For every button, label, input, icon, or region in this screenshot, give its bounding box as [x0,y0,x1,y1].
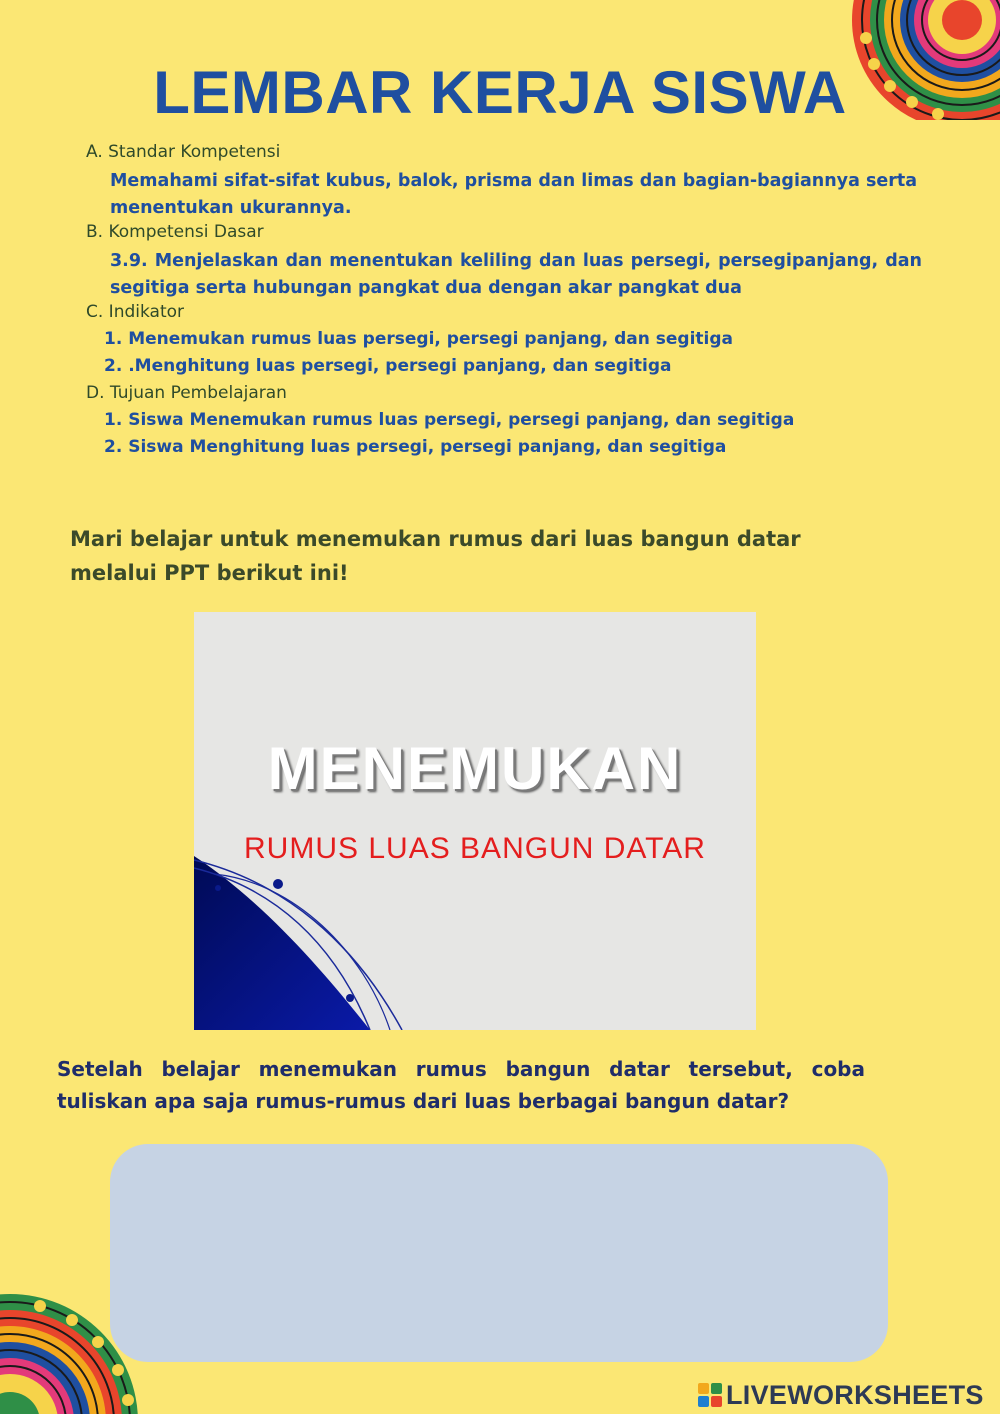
brand-label: LIVEWORKSHEETS [726,1379,984,1410]
section-a-body: Memahami sifat-sifat kubus, balok, prisma dan limas dan bagian-bagiannya serta menentukan ukurannya. [110,171,918,218]
liveworksheets-logo-icon [698,1383,722,1407]
slide-title: MENEMUKAN [267,735,683,802]
section-c-heading: C. Indikator [86,302,184,322]
section-b-body: 3.9. Menjelaskan dan menentukan keliling dan luas persegi, persegipanjang, dan segitiga serta hubungan pangkat dua dengan akar pangkat dua [110,251,922,298]
section-d-heading: D. Tujuan Pembelajaran [86,383,287,403]
section-b-heading: B. Kompetensi Dasar [86,222,264,242]
ppt-slide-embed[interactable] [194,612,756,1030]
section-a-heading: A. Standar Kompetensi [86,142,281,162]
indikator-item: 1. Menemukan rumus luas persegi, persegi panjang, dan segitiga [104,329,734,349]
intro-text: Mari belajar untuk menemukan rumus dari luas bangun datar melalui PPT berikut ini! [70,527,801,585]
slide-subtitle: RUMUS LUAS BANGUN DATAR [244,832,706,865]
tujuan-item: 1. Siswa Menemukan rumus luas persegi, persegi panjang, dan segitiga [104,410,795,430]
question-text: Setelah belajar menemukan rumus bangun datar tersebut, coba tuliskan apa saja rumus-rumus dari luas berbagai bangun datar? [57,1057,865,1113]
page-title: LEMBAR KERJA SISWA [153,59,847,126]
indikator-item: 2. .Menghitung luas persegi, persegi panjang, dan segitiga [104,356,672,376]
answer-input[interactable] [110,1144,888,1362]
slide-decoration-icon [194,612,756,1030]
tujuan-item: 2. Siswa Menghitung luas persegi, persegi panjang, dan segitiga [104,437,727,457]
liveworksheets-brand[interactable] [698,1378,984,1412]
